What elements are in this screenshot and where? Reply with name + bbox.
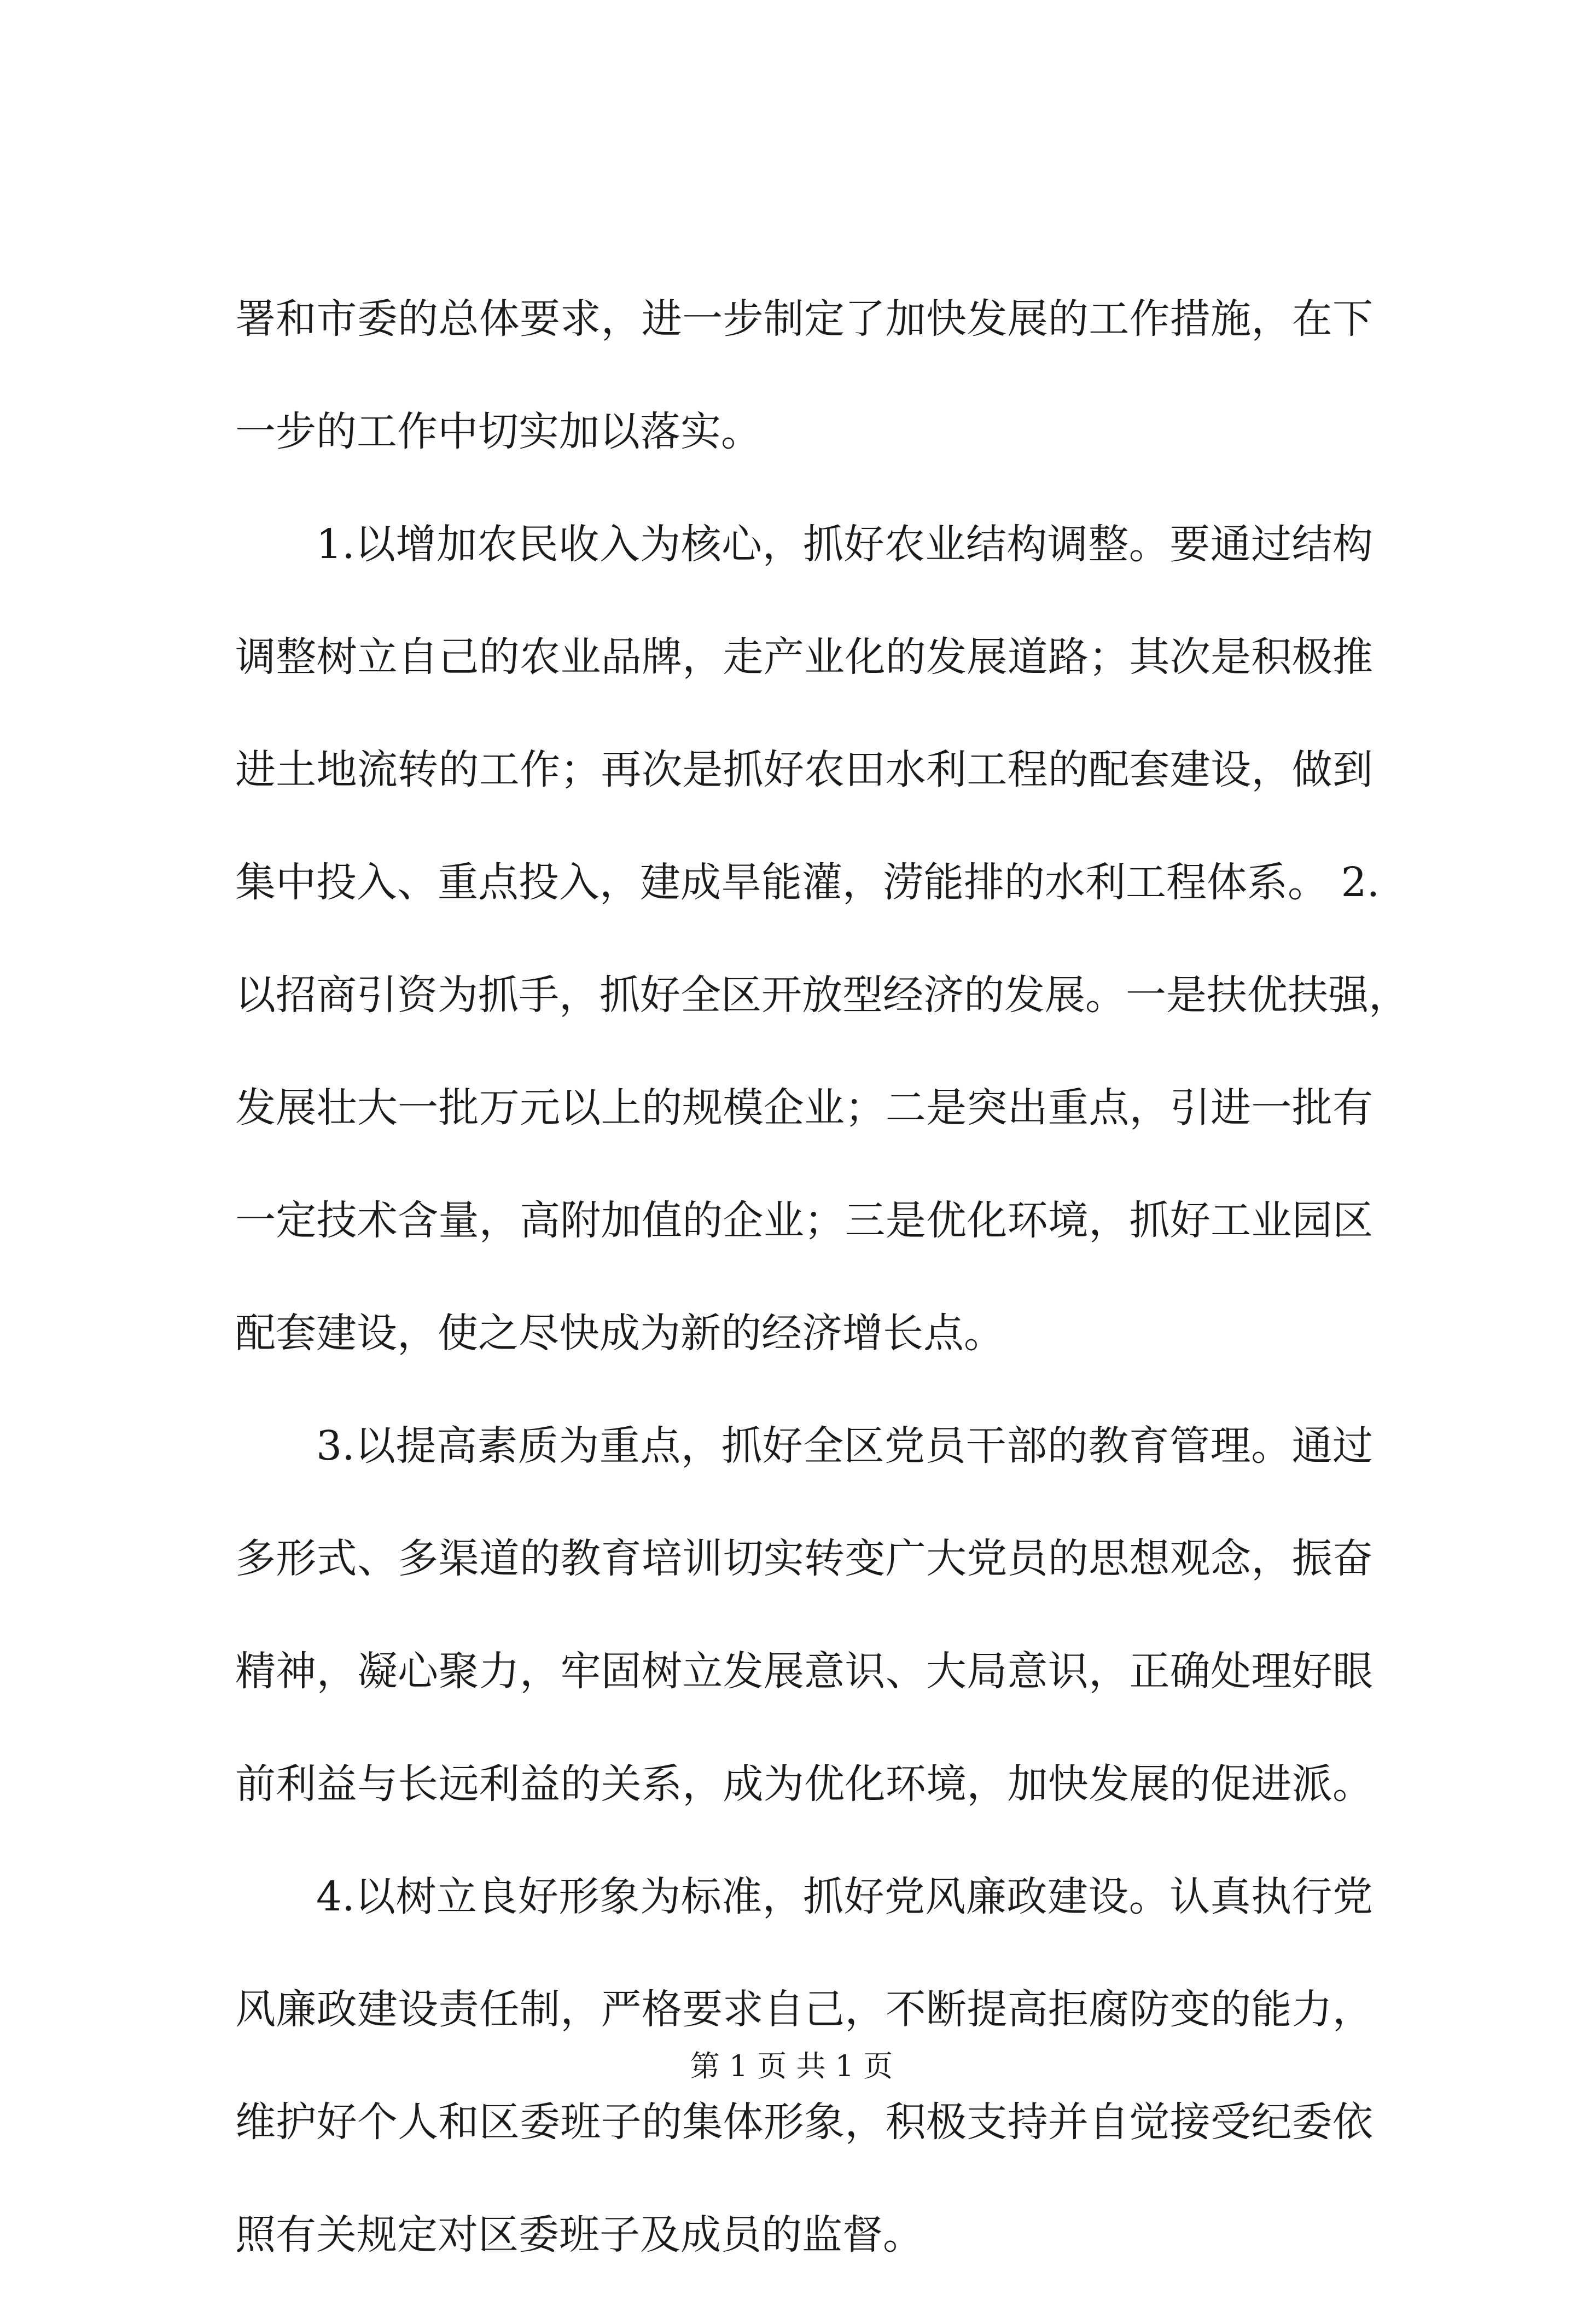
text-line: 精神，凝心聚力，牢固树立发展意识、大局意识，正确处理好眼 — [235, 1648, 1373, 1695]
text-line: 3.以提高素质为重点，抓好全区党员干部的教育管理。通过 — [316, 1422, 1373, 1469]
text-line: 多形式、多渠道的教育培训切实转变广大党员的思想观念，振奋 — [235, 1535, 1373, 1582]
text-line: 4.以树立良好形象为标准，抓好党风廉政建设。认真执行党 — [316, 1873, 1373, 1920]
page-number-footer: 第 1 页 共 1 页 — [690, 2049, 893, 2083]
text-line: 风廉政建设责任制，严格要求自己，不断提高拒腐防变的能力， — [235, 1986, 1373, 2033]
document-body — [235, 295, 1409, 2324]
text-line: 配套建设，使之尽快成为新的经济增长点。 — [235, 1310, 1004, 1357]
text-line: 以招商引资为抓手，抓好全区开放型经济的发展。一是扶优扶强， — [235, 972, 1409, 1019]
text-line: 照有关规定对区委班子及成员的监督。 — [235, 2211, 923, 2258]
text-line: 集中投入、重点投入，建成旱能灌，涝能排的水利工程体系。 2. — [235, 859, 1380, 906]
text-line: 维护好个人和区委班子的集体形象，积极支持并自觉接受纪委依 — [235, 2099, 1373, 2146]
text-line: 前利益与长远利益的关系，成为优化环境，加快发展的促进派。 — [235, 1761, 1373, 1808]
text-line: 调整树立自己的农业品牌，走产业化的发展道路；其次是积极推 — [235, 634, 1373, 681]
text-line: 一步的工作中切实加以落实。 — [235, 408, 761, 455]
text-line: 1.以增加农民收入为核心，抓好农业结构调整。要通过结构 — [316, 521, 1373, 568]
text-line: 进土地流转的工作；再次是抓好农田水利工程的配套建设，做到 — [235, 746, 1373, 793]
text-line: 发展壮大一批万元以上的规模企业；二是突出重点，引进一批有 — [235, 1084, 1373, 1131]
text-line: 署和市委的总体要求，进一步制定了加快发展的工作措施，在下 — [235, 295, 1373, 342]
text-line: 一定技术含量，高附加值的企业；三是优化环境，抓好工业园区 — [235, 1197, 1373, 1244]
